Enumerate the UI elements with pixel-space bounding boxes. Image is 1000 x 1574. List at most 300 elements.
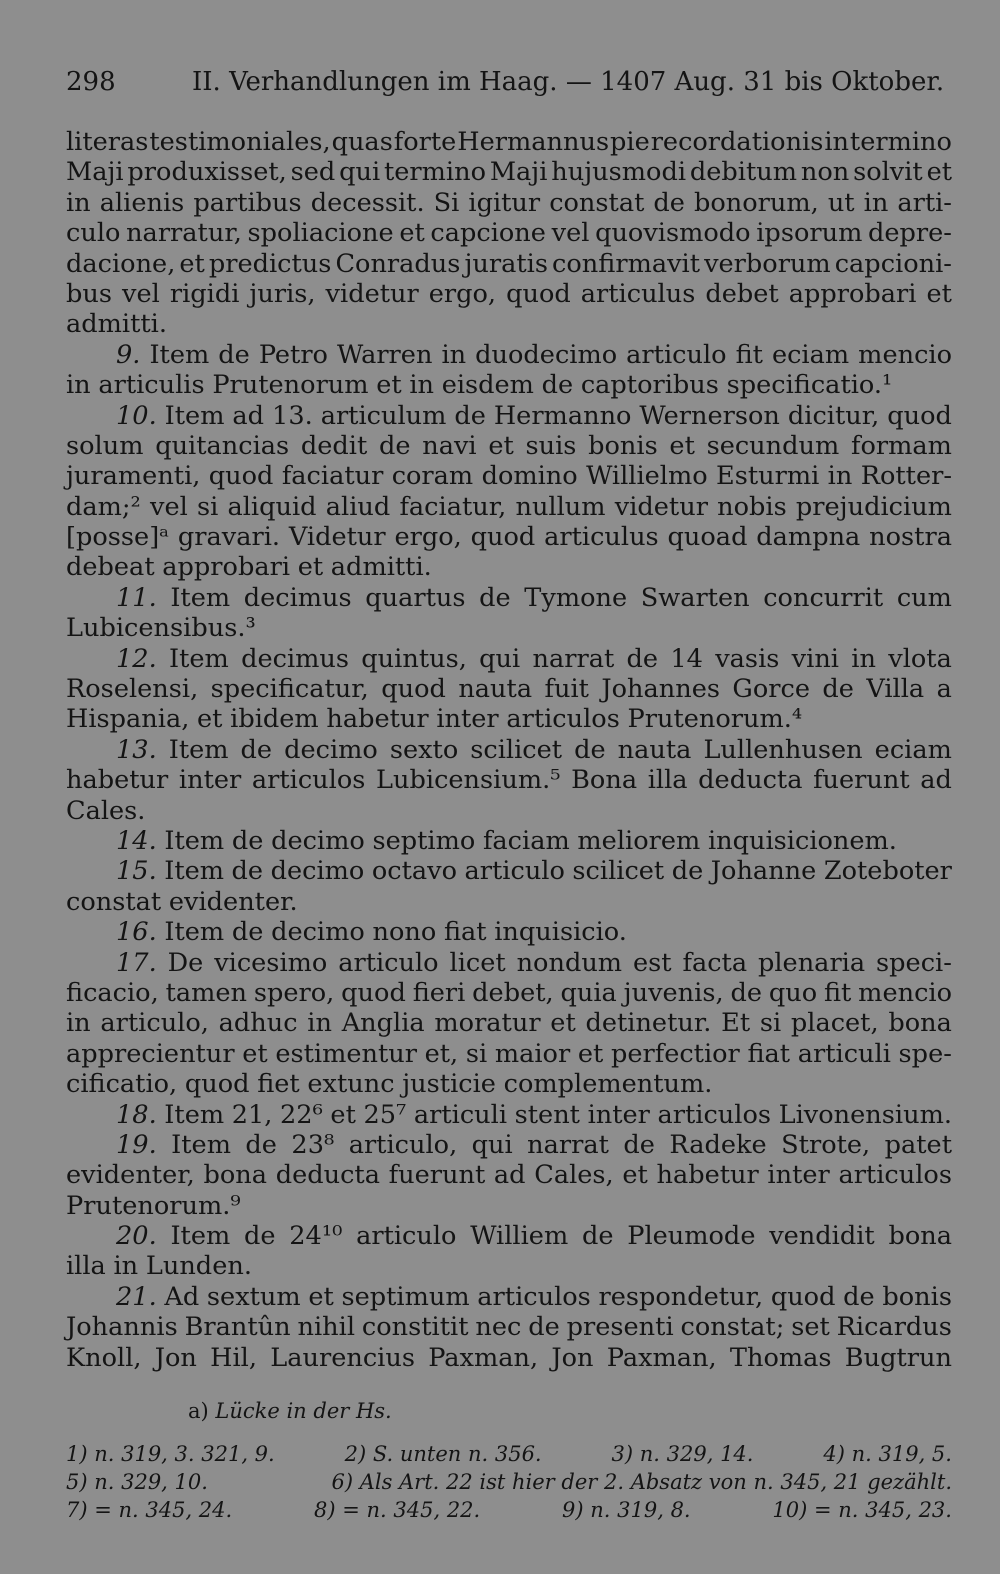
word: septimum bbox=[341, 1281, 470, 1312]
word: articulos bbox=[506, 704, 620, 735]
word: de bbox=[653, 187, 685, 218]
word: si bbox=[465, 1038, 488, 1069]
word: Ricardus bbox=[836, 1312, 952, 1343]
word: debitum bbox=[689, 157, 798, 188]
word: vel bbox=[551, 218, 590, 249]
word: nauta bbox=[458, 674, 533, 705]
word: mencio bbox=[858, 339, 952, 370]
word: articulo bbox=[464, 856, 565, 887]
word: alienis bbox=[99, 187, 185, 218]
word: videtur bbox=[325, 278, 419, 309]
word: sed bbox=[290, 157, 336, 188]
text-line bbox=[66, 1191, 952, 1221]
word: bonorum, bbox=[693, 187, 819, 218]
word: Lubicensibus.³ bbox=[66, 613, 256, 644]
word: ad bbox=[920, 765, 952, 796]
word: in bbox=[307, 1008, 332, 1039]
word: Prutenorum.⁹ bbox=[66, 1190, 241, 1221]
word: spoliacione bbox=[247, 218, 394, 249]
text-line bbox=[66, 431, 952, 461]
paragraph-number: 17. bbox=[116, 947, 157, 978]
word: prejudicium bbox=[795, 491, 952, 522]
word: de bbox=[245, 1129, 277, 1160]
word: decimus bbox=[241, 643, 350, 674]
word: eisdem bbox=[441, 370, 534, 401]
word: juramenti, bbox=[66, 461, 201, 492]
text-line bbox=[66, 188, 952, 218]
word: de bbox=[243, 1221, 276, 1252]
text-line bbox=[66, 583, 952, 613]
word: articulus bbox=[544, 522, 659, 553]
note: 3) n. 329, 14. bbox=[611, 1442, 754, 1466]
word: et, bbox=[424, 1038, 459, 1069]
note: 10) = n. 345, 23. bbox=[772, 1498, 952, 1522]
word: ergo, bbox=[394, 522, 462, 553]
word: spero, bbox=[253, 977, 335, 1008]
word: de bbox=[671, 856, 704, 887]
word: faciatur, bbox=[399, 491, 507, 522]
word: domino bbox=[481, 461, 578, 492]
word: nondum bbox=[516, 947, 623, 978]
word: spe- bbox=[898, 1038, 952, 1069]
word: nono bbox=[372, 917, 437, 948]
word: et bbox=[926, 278, 952, 309]
word: Bugtrun bbox=[844, 1342, 952, 1373]
word: Item bbox=[170, 1221, 231, 1252]
word: de bbox=[730, 977, 762, 1008]
text-line bbox=[66, 218, 952, 248]
word: recordationis bbox=[650, 127, 824, 157]
word: solum bbox=[66, 430, 144, 461]
word: quod bbox=[341, 977, 406, 1008]
word: constitit bbox=[361, 1312, 469, 1343]
word: nec bbox=[475, 1312, 522, 1343]
word: et bbox=[197, 704, 223, 735]
word: Anglia bbox=[341, 1008, 425, 1039]
word: Prutenorum.⁴ bbox=[627, 704, 803, 735]
word: concurrit bbox=[763, 582, 884, 613]
word: cum bbox=[896, 582, 952, 613]
word: dacione, bbox=[66, 248, 176, 279]
note-line bbox=[66, 1468, 952, 1496]
word: octavo bbox=[371, 856, 457, 887]
word: de bbox=[240, 734, 273, 765]
word: Villa bbox=[866, 674, 925, 705]
word: Videtur bbox=[288, 522, 386, 553]
running-header bbox=[66, 64, 946, 100]
word: presenti bbox=[566, 1312, 674, 1343]
word: secundum bbox=[706, 430, 840, 461]
word: bonis bbox=[882, 1281, 952, 1312]
word: quod bbox=[184, 1069, 250, 1100]
word: detinetur. bbox=[585, 1008, 712, 1039]
word: in bbox=[824, 127, 849, 157]
word: quintus, bbox=[361, 643, 467, 674]
word: de bbox=[541, 370, 574, 401]
word: et bbox=[622, 1160, 648, 1191]
word: in bbox=[827, 461, 853, 492]
word: Hermanno bbox=[493, 400, 632, 431]
word: de bbox=[454, 400, 486, 431]
word: Item bbox=[164, 1099, 225, 1130]
word: Item bbox=[164, 856, 225, 887]
word: rigidi bbox=[169, 278, 240, 309]
word: 14 bbox=[670, 643, 703, 674]
text-line bbox=[66, 492, 952, 522]
word: Johanne bbox=[710, 856, 817, 887]
word: quod bbox=[770, 1281, 836, 1312]
word: specificatur, bbox=[210, 674, 369, 705]
word: ipsorum bbox=[756, 218, 863, 249]
word: juris, bbox=[249, 278, 316, 309]
word: complementum. bbox=[503, 1069, 713, 1100]
word: est bbox=[632, 947, 672, 978]
word: in bbox=[851, 643, 876, 674]
text-line bbox=[66, 1312, 952, 1342]
word: et bbox=[926, 157, 952, 188]
note: 4) n. 319, 5. bbox=[823, 1442, 952, 1466]
text-line bbox=[66, 1251, 952, 1281]
word: articuli bbox=[413, 1099, 508, 1130]
text-line bbox=[66, 917, 952, 947]
word: Cales. bbox=[66, 795, 146, 826]
word: in bbox=[863, 187, 889, 218]
word: [posse]ᵃ bbox=[66, 522, 170, 553]
word: et bbox=[242, 1038, 268, 1069]
text-line bbox=[66, 978, 952, 1008]
word: Item bbox=[170, 582, 231, 613]
text-line bbox=[66, 1221, 952, 1251]
word: mencio bbox=[858, 977, 952, 1008]
word: bonis bbox=[588, 430, 658, 461]
word: admitti. bbox=[66, 309, 167, 340]
word: et bbox=[669, 430, 695, 461]
note: 1) n. 319, 3. 321, 9. bbox=[66, 1442, 275, 1466]
word: Esturmi bbox=[716, 461, 820, 492]
word: Jon bbox=[551, 1342, 594, 1373]
word: scilicet bbox=[572, 856, 665, 887]
word: apprecientur bbox=[66, 1038, 235, 1069]
word: quod bbox=[381, 674, 446, 705]
word: videtur bbox=[614, 491, 708, 522]
note: 8) = n. 345, 22. bbox=[314, 1498, 481, 1522]
word: gravari. bbox=[177, 522, 281, 553]
word: vini bbox=[791, 643, 839, 674]
paragraph-number: 16. bbox=[116, 917, 157, 948]
word: 24¹⁰ bbox=[289, 1221, 343, 1252]
note: 6) Als Art. 22 ist hier der 2. Absatz von n. 345, 21 gezählt. bbox=[331, 1470, 952, 1494]
word: fuit bbox=[544, 674, 589, 705]
word: Item bbox=[171, 1129, 231, 1160]
word: bona bbox=[888, 1221, 952, 1252]
word: vicesimo bbox=[214, 947, 328, 978]
word: in bbox=[441, 339, 467, 370]
word: evidenter. bbox=[168, 886, 298, 917]
word: et bbox=[330, 1099, 356, 1130]
paragraph-number: 19. bbox=[116, 1129, 157, 1160]
word: ficacio, bbox=[66, 977, 159, 1008]
text-line bbox=[66, 401, 952, 431]
word: Williem bbox=[470, 1221, 569, 1252]
word: Livonensium. bbox=[778, 1099, 952, 1130]
word: solvit bbox=[853, 157, 923, 188]
word: narrat bbox=[527, 1129, 609, 1160]
word: culo bbox=[66, 218, 121, 249]
word: quitancias bbox=[155, 430, 290, 461]
word: Thomas bbox=[729, 1342, 832, 1373]
word: ibidem bbox=[230, 704, 319, 735]
word: Item bbox=[164, 917, 225, 948]
text-line bbox=[66, 127, 952, 157]
main-text bbox=[66, 127, 952, 1373]
word: sextum bbox=[206, 1281, 301, 1312]
word: Bona bbox=[571, 765, 638, 796]
word: Maji bbox=[489, 157, 548, 188]
word: fuerunt bbox=[813, 765, 910, 796]
word: de bbox=[574, 734, 606, 765]
word: Tymone bbox=[524, 582, 628, 613]
text-line bbox=[66, 796, 952, 826]
note-line bbox=[66, 1496, 952, 1524]
text-line bbox=[66, 674, 952, 704]
text-line bbox=[66, 704, 952, 734]
word: Si bbox=[433, 187, 460, 218]
text-line bbox=[66, 644, 952, 674]
word: depre- bbox=[868, 218, 952, 249]
word: si bbox=[759, 1008, 782, 1039]
word: qui bbox=[339, 157, 381, 188]
word: quia bbox=[560, 977, 617, 1008]
text-line bbox=[66, 1282, 952, 1312]
word: vel bbox=[149, 491, 188, 522]
word: quod bbox=[506, 278, 571, 309]
word: bus bbox=[66, 278, 113, 309]
word: debeat bbox=[66, 552, 155, 583]
text-line bbox=[66, 1160, 952, 1190]
word: extunc bbox=[307, 1069, 395, 1100]
word: Zoteboter bbox=[823, 856, 952, 887]
note: 5) n. 329, 10. bbox=[66, 1470, 208, 1494]
word: juratis bbox=[464, 248, 548, 279]
word: testimoniales, bbox=[149, 127, 331, 157]
word: produxisset, bbox=[127, 157, 287, 188]
word: inter bbox=[587, 1099, 650, 1130]
text-line bbox=[66, 1343, 952, 1373]
word: Item bbox=[168, 643, 229, 674]
word: vendidit bbox=[769, 1221, 875, 1252]
paragraph-number: 14. bbox=[116, 825, 157, 856]
word: de bbox=[231, 856, 264, 887]
word: set bbox=[791, 1312, 830, 1343]
text-line bbox=[66, 948, 952, 978]
word: Item bbox=[164, 825, 225, 856]
word: et bbox=[550, 1008, 576, 1039]
text-line bbox=[66, 522, 952, 552]
word: Item bbox=[164, 400, 225, 431]
word: vlota bbox=[888, 643, 952, 674]
word: de bbox=[479, 582, 511, 613]
word: articuli bbox=[797, 1038, 891, 1069]
word: fiat bbox=[747, 1038, 791, 1069]
note: 7) = n. 345, 24. bbox=[66, 1498, 233, 1522]
paragraph-number: 18. bbox=[116, 1099, 157, 1130]
word: quovismodo bbox=[595, 218, 751, 249]
text-line bbox=[66, 887, 952, 917]
word: arti- bbox=[897, 187, 952, 218]
word: de bbox=[626, 643, 659, 674]
word: meliorem bbox=[577, 825, 701, 856]
word: Prutenorum bbox=[212, 370, 369, 401]
text-line bbox=[66, 1039, 952, 1069]
word: respondetur, bbox=[598, 1281, 764, 1312]
word: tamen bbox=[165, 977, 248, 1008]
word: justicie bbox=[402, 1069, 496, 1100]
word: articulo bbox=[626, 339, 727, 370]
word: Radeke bbox=[669, 1129, 767, 1160]
text-line bbox=[66, 1008, 952, 1038]
word: Hil, bbox=[210, 1342, 257, 1373]
paragraph-number: 15. bbox=[116, 856, 157, 887]
word: Laurencius bbox=[270, 1342, 415, 1373]
word: de bbox=[528, 1312, 560, 1343]
word: ut bbox=[827, 187, 855, 218]
word: de bbox=[231, 825, 264, 856]
word: suis bbox=[525, 430, 577, 461]
word: fiat bbox=[443, 917, 487, 948]
word: de bbox=[231, 917, 264, 948]
word: ad bbox=[493, 1160, 526, 1191]
word: placet, bbox=[790, 1008, 879, 1039]
word: Lubicensium.⁵ bbox=[376, 765, 561, 796]
text-line bbox=[66, 461, 952, 491]
word: de bbox=[843, 1281, 875, 1312]
word: cificatio, bbox=[66, 1069, 178, 1100]
word: narratur, bbox=[126, 218, 242, 249]
word: captoribus bbox=[580, 370, 719, 401]
word: eciam bbox=[874, 734, 952, 765]
word: articulos bbox=[657, 1099, 772, 1130]
word: Item bbox=[168, 734, 229, 765]
word: decimo bbox=[270, 856, 365, 887]
word: Paxman, bbox=[428, 1342, 539, 1373]
text-line bbox=[66, 735, 952, 765]
word: deducta bbox=[698, 765, 803, 796]
text-line bbox=[66, 1069, 952, 1099]
word: fit bbox=[823, 977, 852, 1008]
word: illa bbox=[647, 765, 688, 796]
word: in bbox=[66, 1008, 91, 1039]
word: estimentur bbox=[275, 1038, 417, 1069]
word: scilicet bbox=[470, 734, 563, 765]
paragraph-number: 11. bbox=[116, 582, 157, 613]
word: hujusmodi bbox=[551, 157, 687, 188]
word: fieri bbox=[412, 977, 466, 1008]
word: quartus bbox=[365, 582, 466, 613]
word: articulo bbox=[338, 947, 439, 978]
word: constat; bbox=[680, 1312, 785, 1343]
word: et bbox=[297, 552, 324, 583]
word: maior bbox=[494, 1038, 571, 1069]
word: igitur bbox=[468, 187, 541, 218]
paragraph-number: 21. bbox=[116, 1281, 157, 1312]
word: 22⁶ bbox=[280, 1099, 323, 1130]
word: in bbox=[409, 370, 435, 401]
word: quoad bbox=[667, 522, 748, 553]
text-line bbox=[66, 1130, 952, 1160]
word: nostra bbox=[869, 522, 952, 553]
word: stent bbox=[514, 1099, 580, 1130]
word: Roselensi, bbox=[66, 674, 199, 705]
word: narrat bbox=[532, 643, 615, 674]
word: Petro bbox=[258, 339, 328, 370]
word: adhuc bbox=[218, 1008, 298, 1039]
word: moratur bbox=[434, 1008, 541, 1039]
word: debet bbox=[705, 278, 779, 309]
word: facta bbox=[682, 947, 748, 978]
word: ergo, bbox=[428, 278, 497, 309]
word: quod bbox=[887, 400, 952, 431]
footnote-a-text: Lücke in der Hs. bbox=[215, 1399, 392, 1423]
word: 25⁷ bbox=[363, 1099, 407, 1130]
text-line bbox=[66, 1100, 952, 1130]
word: Swarten bbox=[640, 582, 750, 613]
word: confirmavit bbox=[552, 248, 701, 279]
word: articulo, bbox=[100, 1008, 209, 1039]
paragraph-number: 12. bbox=[116, 643, 157, 674]
word: forte bbox=[393, 127, 457, 157]
word: inter bbox=[767, 1160, 830, 1191]
word: qui bbox=[471, 1129, 513, 1160]
word: Gorce bbox=[732, 674, 810, 705]
text-line bbox=[66, 856, 952, 886]
word: inquisicio. bbox=[494, 917, 627, 948]
paragraph-number: 13. bbox=[116, 734, 157, 765]
word: a bbox=[936, 674, 952, 705]
word: Johannis bbox=[66, 1312, 178, 1343]
word: predictus bbox=[208, 248, 332, 279]
word: deducta bbox=[275, 1160, 380, 1191]
word: nauta bbox=[617, 734, 692, 765]
word: de bbox=[581, 1221, 614, 1252]
word: debet, bbox=[472, 977, 554, 1008]
paragraph-number: 20. bbox=[116, 1221, 157, 1252]
word: evidenter, bbox=[66, 1160, 195, 1191]
word: et bbox=[308, 1281, 334, 1312]
word: inter bbox=[436, 704, 499, 735]
word: patet bbox=[884, 1129, 952, 1160]
word: in bbox=[113, 1251, 139, 1282]
word: Et bbox=[721, 1008, 751, 1039]
word: Ad bbox=[164, 1281, 200, 1312]
word: Paxman, bbox=[606, 1342, 717, 1373]
word: aliud bbox=[325, 491, 391, 522]
note-line bbox=[66, 1440, 952, 1468]
numbered-notes bbox=[66, 1440, 952, 1524]
word: Maji bbox=[66, 157, 124, 188]
word: decimo bbox=[271, 825, 365, 856]
paragraph-number: 10. bbox=[116, 400, 157, 431]
word: Hispania, bbox=[66, 704, 190, 735]
word: Item bbox=[149, 339, 210, 370]
word: 23⁸ bbox=[291, 1129, 335, 1160]
word: faciam bbox=[482, 825, 570, 856]
word: nullum bbox=[515, 491, 606, 522]
word: licet bbox=[449, 947, 506, 978]
word: non bbox=[800, 157, 850, 188]
word: perfectior bbox=[610, 1038, 740, 1069]
word: De bbox=[167, 947, 204, 978]
word: dampna bbox=[756, 522, 861, 553]
